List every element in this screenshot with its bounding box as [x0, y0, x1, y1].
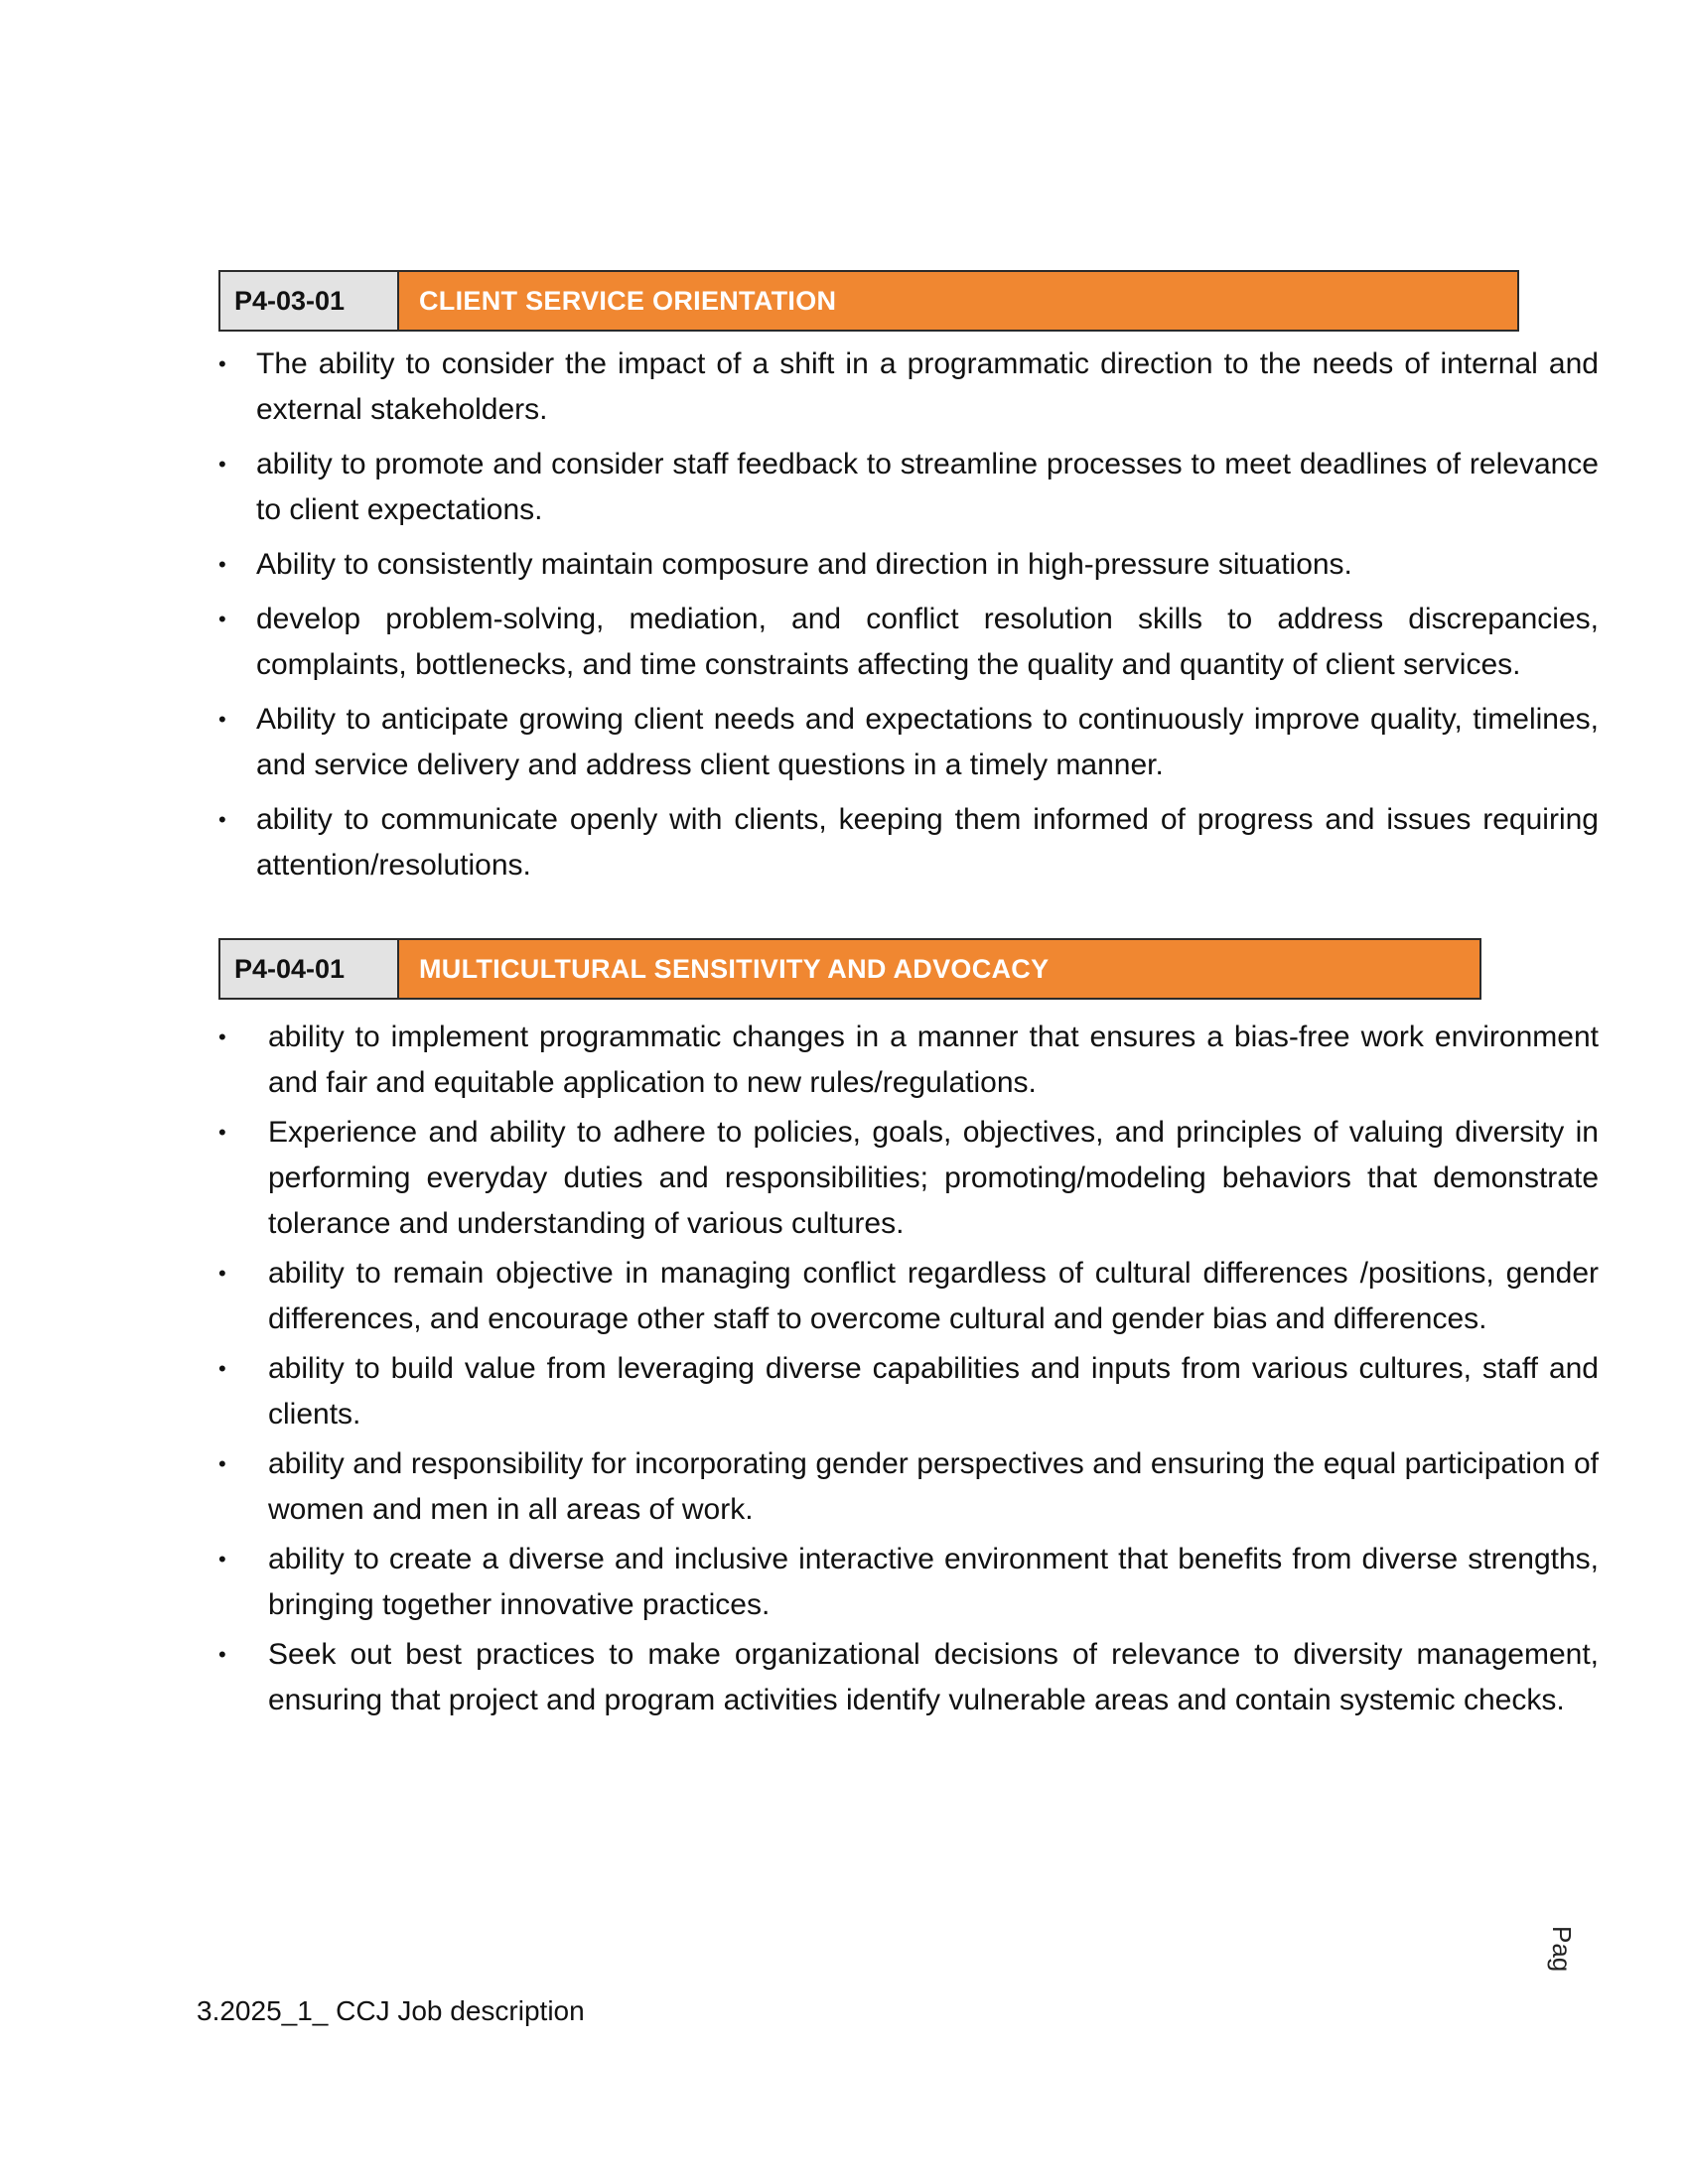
section-code: P4-04-01: [220, 940, 399, 998]
bullet-icon: •: [218, 351, 226, 376]
bullet-icon: •: [218, 552, 226, 577]
bullet-icon: •: [218, 1451, 226, 1476]
list-item-text: ability to remain objective in managing conflict regardless of cultural differences /positions, gender differences, and encourage other staff to overcome cultural and gender bias and differences.: [268, 1257, 1599, 1335]
list-item: [218, 341, 1599, 433]
list-item-text: Ability to consistently maintain composure and direction in high-pressure situations.: [256, 548, 1352, 581]
list-item-text: develop problem-solving, mediation, and conflict resolution skills to address discrepancies, complaints, bottlenecks, and time constraints affecting the quality and quantity of client services.: [256, 603, 1599, 681]
section-code: P4-03-01: [220, 272, 399, 330]
list-item: [218, 1346, 1599, 1437]
list-item: [218, 1441, 1599, 1533]
list-item: [218, 1110, 1599, 1247]
list-item-text: ability to build value from leveraging diverse capabilities and inputs from various cultures, staff and clients.: [268, 1352, 1599, 1431]
bullet-icon: •: [218, 607, 226, 631]
bullet-icon: •: [218, 807, 226, 832]
bullet-icon: •: [218, 452, 226, 477]
list-item: [218, 697, 1599, 788]
list-item: [218, 797, 1599, 888]
bullet-icon: •: [218, 1642, 226, 1667]
bullet-list-client-service: [218, 341, 1599, 897]
bullet-icon: •: [218, 1356, 226, 1381]
section-title: CLIENT SERVICE ORIENTATION: [399, 272, 1517, 330]
page-number-label: Pag: [1547, 1926, 1577, 1973]
list-item-text: ability to promote and consider staff feedback to streamline processes to meet deadlines of relevance to client expectations.: [256, 448, 1599, 526]
list-item-text: ability to communicate openly with clients, keeping them informed of progress and issues requiring attention/resolutions.: [256, 803, 1599, 882]
list-item: [218, 1015, 1599, 1106]
bullet-icon: •: [218, 1024, 226, 1049]
list-item: [218, 442, 1599, 533]
footer-document-label: 3.2025_1_ CCJ Job description: [197, 1995, 585, 2026]
list-item-text: Seek out best practices to make organizational decisions of relevance to diversity management, ensuring that project and program activities identify vulnerable areas and contain systemic checks.: [268, 1638, 1599, 1716]
list-item-text: Experience and ability to adhere to policies, goals, objectives, and principles of valuing diversity in performing everyday duties and responsibilities; promoting/modeling behaviors that demonstrate tolerance and understanding of various cultures.: [268, 1116, 1599, 1240]
bullet-list-multicultural: [218, 1015, 1599, 1727]
bullet-icon: •: [218, 1261, 226, 1286]
list-item-text: The ability to consider the impact of a shift in a programmatic direction to the needs of internal and external stakeholders.: [256, 347, 1599, 426]
section-title: MULTICULTURAL SENSITIVITY AND ADVOCACY: [399, 940, 1479, 998]
list-item-text: ability to create a diverse and inclusive interactive environment that benefits from diverse strengths, bringing together innovative practices.: [268, 1543, 1599, 1621]
section-header-multicultural: [218, 938, 1481, 1000]
section-header-client-service: [218, 270, 1519, 332]
bullet-icon: •: [218, 1547, 226, 1571]
list-item-text: ability to implement programmatic changes in a manner that ensures a bias-free work environment and fair and equitable application to new rules/regulations.: [268, 1021, 1599, 1099]
bullet-icon: •: [218, 707, 226, 732]
list-item-text: ability and responsibility for incorporating gender perspectives and ensuring the equal participation of women and men in all areas of work.: [268, 1447, 1599, 1526]
list-item: [218, 1537, 1599, 1628]
bullet-icon: •: [218, 1120, 226, 1145]
list-item: [218, 1251, 1599, 1342]
list-item-text: Ability to anticipate growing client needs and expectations to continuously improve quality, timelines, and service delivery and address client questions in a timely manner.: [256, 703, 1599, 781]
list-item: [218, 597, 1599, 688]
list-item: [218, 542, 1599, 588]
list-item: [218, 1632, 1599, 1723]
